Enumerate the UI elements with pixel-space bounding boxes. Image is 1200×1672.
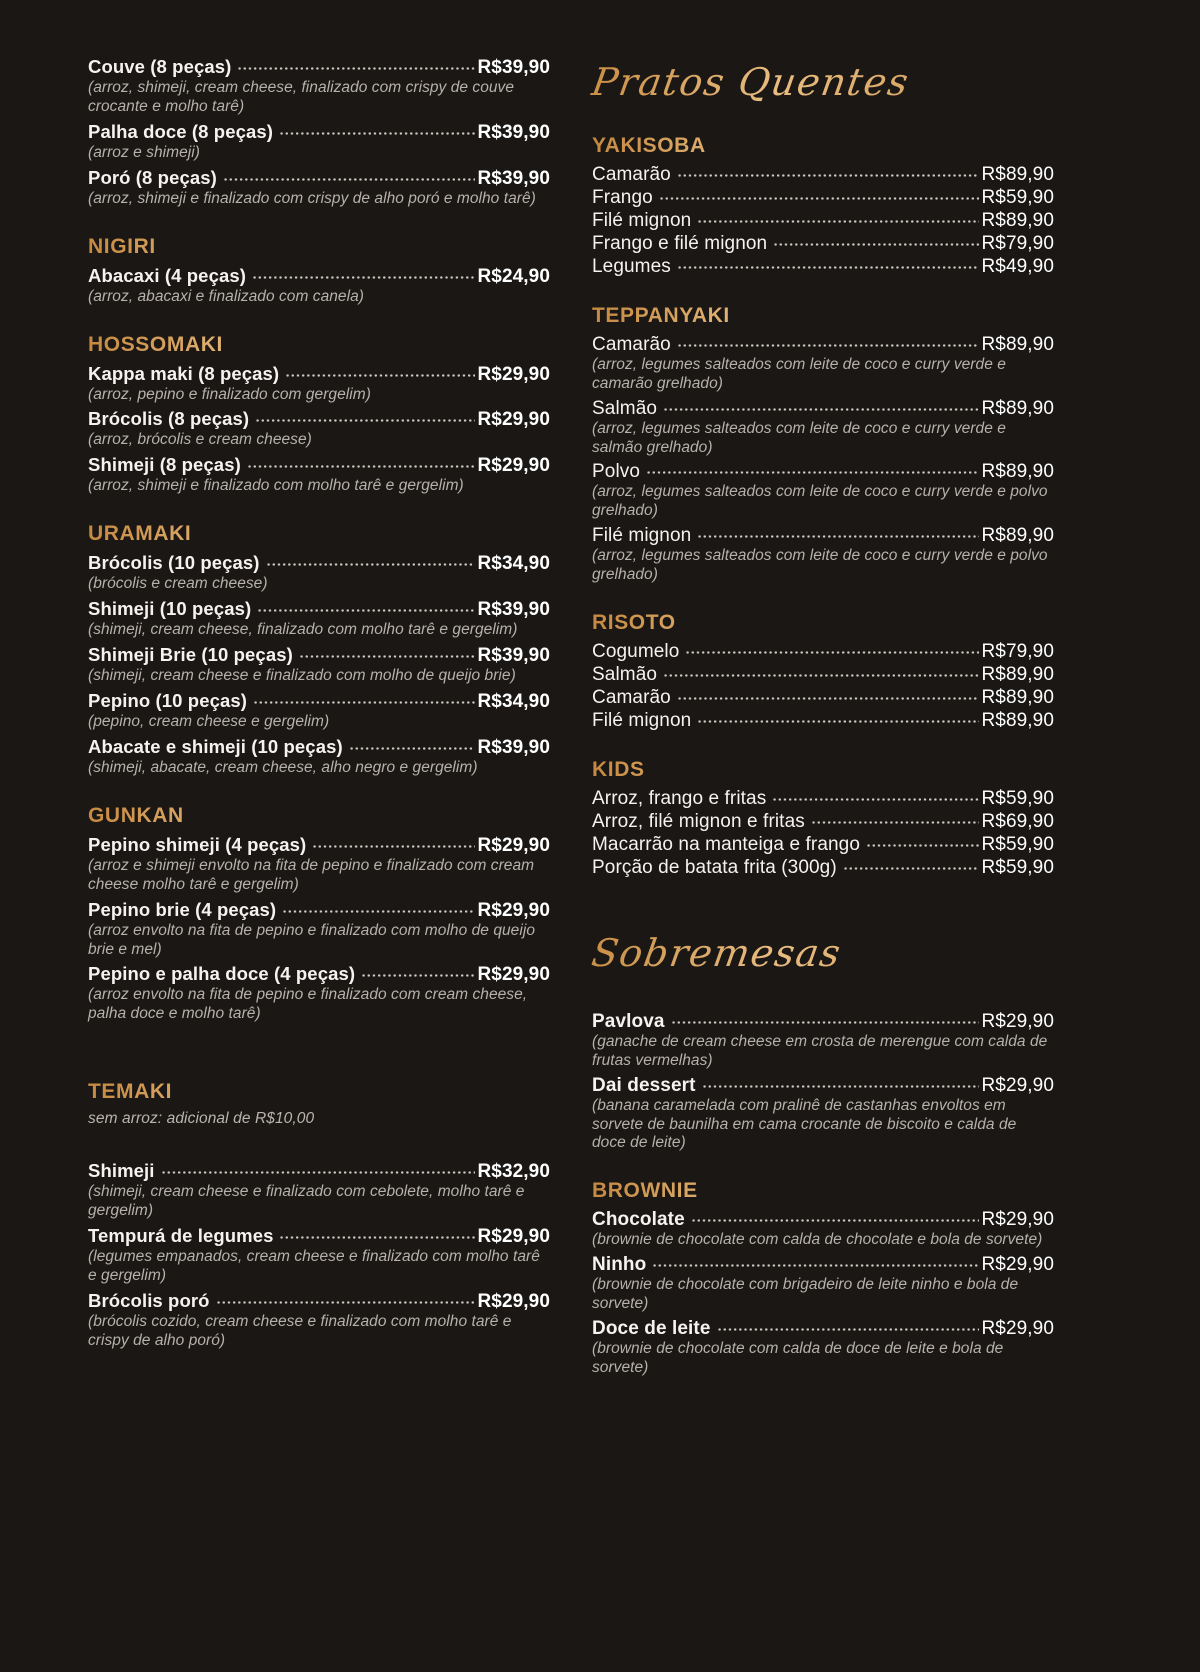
leader-dots (285, 366, 475, 380)
menu-item-price: R$59,90 (981, 186, 1054, 208)
menu-item-name: Dai dessert (592, 1074, 696, 1096)
leader-dots (299, 647, 476, 661)
leader-dots (257, 601, 475, 615)
menu-item (592, 398, 1054, 458)
menu-item (592, 710, 1054, 732)
menu-item-name: Camarão (592, 333, 671, 355)
menu-item-line (88, 834, 550, 857)
menu-item-line (592, 525, 1054, 547)
menu-item-line (592, 788, 1054, 810)
menu-item-description: (shimeji, cream cheese e finalizado com cebolete, molho tarê e gergelim) (88, 1183, 525, 1220)
menu-item (88, 690, 550, 732)
section-title: HOSSOMAKI (88, 333, 550, 357)
menu-item-price: R$29,90 (981, 1010, 1054, 1032)
menu-item-name: Frango e filé mignon (592, 232, 768, 254)
menu-item-name: Poró (8 peças) (88, 166, 217, 188)
menu-item-line (88, 899, 550, 922)
menu-item (88, 644, 550, 686)
leader-dots (652, 1256, 979, 1270)
menu-item-price: R$34,90 (477, 690, 550, 712)
leader-dots (279, 1228, 475, 1242)
menu-item-line (88, 736, 550, 759)
menu-item-price: R$89,90 (981, 397, 1054, 419)
leader-dots (247, 457, 476, 471)
menu-item-name: Abacate e shimeji (10 peças) (88, 735, 343, 757)
section-title: TEMAKI (88, 1080, 550, 1104)
menu-item-price: R$39,90 (477, 599, 550, 621)
menu-item-name: Pepino brie (4 peças) (88, 898, 277, 920)
menu-item-price: R$29,90 (477, 964, 550, 986)
menu-item-description: (brócolis e cream cheese) (88, 575, 268, 593)
menu-item-line (88, 121, 550, 144)
menu-item (88, 363, 550, 405)
menu-item-name: Legumes (592, 255, 671, 277)
section-note: sem arroz: adicional de R$10,00 (88, 1110, 315, 1128)
menu-item-line (592, 164, 1054, 186)
section-title: NIGIRI (88, 235, 550, 259)
section-nigiri (88, 235, 550, 307)
menu-item-price: R$79,90 (981, 232, 1054, 254)
leader-dots (677, 258, 980, 272)
section-temaki (88, 1080, 550, 1350)
leader-dots (252, 268, 475, 282)
menu-item-price: R$89,90 (981, 664, 1054, 686)
section-kids (592, 758, 1054, 879)
menu-item-line (88, 963, 550, 986)
section-title: RISOTO (592, 611, 1054, 635)
menu-item (592, 834, 1054, 856)
leader-dots (266, 555, 476, 569)
menu-item-line (88, 454, 550, 477)
menu-item-name: Polvo (592, 461, 641, 483)
menu-item-price: R$59,90 (981, 788, 1054, 810)
menu-item-name: Couve (8 peças) (88, 56, 232, 77)
menu-item-name: Salmão (592, 664, 658, 686)
menu-item-line (592, 398, 1054, 420)
menu-item-line (88, 1160, 550, 1183)
menu-item-line (88, 1225, 550, 1248)
menu-item-name: Tempurá de legumes (88, 1225, 274, 1247)
menu-item-description: (arroz, legumes salteados com leite de coco e curry verde e polvo grelhado) (592, 483, 1048, 520)
menu-item-line (88, 552, 550, 575)
leader-dots (843, 859, 980, 873)
menu-item-description: (arroz, brócolis e cream cheese) (88, 431, 312, 449)
menu-item-name: Brócolis (10 peças) (88, 552, 260, 574)
section-title: GUNKAN (88, 804, 550, 828)
menu-item-line (88, 644, 550, 667)
section-brownie (592, 1179, 1054, 1378)
menu-item-price: R$49,90 (981, 255, 1054, 277)
menu-item (592, 233, 1054, 255)
leader-dots (811, 813, 980, 827)
menu-item (88, 121, 550, 163)
menu-item-line (592, 1318, 1054, 1340)
menu-item-name: Frango (592, 186, 653, 208)
menu-item-line (592, 1254, 1054, 1276)
menu-item-line (592, 1075, 1054, 1097)
menu-item-description: (arroz, legumes salteados com leite de coco e curry verde e salmão grelhado) (592, 419, 1006, 456)
menu-item (592, 256, 1054, 278)
menu-item (88, 899, 550, 960)
menu-item (88, 167, 550, 209)
leader-dots (702, 1077, 980, 1091)
leader-dots (677, 166, 980, 180)
leader-dots (866, 836, 979, 850)
menu-item-price: R$39,90 (477, 645, 550, 667)
menu-item-price: R$29,90 (477, 363, 550, 385)
leader-dots (697, 712, 979, 726)
menu-item-line (592, 461, 1054, 483)
menu-item (592, 1318, 1054, 1378)
menu-item-description: (arroz, shimeji e finalizado com crispy de alho poró e molho tarê) (88, 189, 536, 207)
section-title: YAKISOBA (592, 134, 1054, 158)
menu-item (88, 408, 550, 450)
menu-item-name: Pepino shimeji (4 peças) (88, 833, 307, 855)
right-column (588, 56, 1054, 1382)
spacer (88, 1028, 550, 1054)
menu-item-price: R$89,90 (981, 163, 1054, 185)
menu-item-line (592, 187, 1054, 209)
menu-item-description: (banana caramelada com pralinê de castanhas envoltos em sorvete de baunilha em cama crocante de biscoito e calda de doce de leite) (592, 1096, 1017, 1152)
leader-dots (677, 689, 980, 703)
menu-item-description: (arroz, shimeji, cream cheese, finalizado com crispy de couve crocante e molho tarê) (88, 79, 515, 115)
menu-item-price: R$29,90 (477, 899, 550, 921)
menu-item-price: R$39,90 (477, 121, 550, 143)
menu-item (592, 788, 1054, 810)
menu-item (592, 1209, 1054, 1250)
menu-item (88, 56, 550, 117)
menu-item-price: R$39,90 (477, 57, 550, 78)
leader-dots (161, 1163, 476, 1177)
menu-item (592, 164, 1054, 186)
menu-item-price: R$29,90 (477, 409, 550, 431)
menu-item-line (88, 56, 550, 79)
menu-item-price: R$59,90 (981, 857, 1054, 879)
menu-item-name: Pepino e palha doce (4 peças) (88, 963, 356, 985)
menu-item (592, 857, 1054, 879)
leader-dots (663, 400, 979, 414)
menu-item (592, 664, 1054, 686)
menu-item-description: (arroz, abacaxi e finalizado com canela) (88, 287, 364, 305)
section-title: TEPPANYAKI (592, 304, 1054, 328)
menu-item-name: Cogumelo (592, 641, 680, 663)
leader-dots (691, 1211, 980, 1225)
menu-item-name: Kappa maki (8 peças) (88, 362, 280, 384)
menu-item-description: (brócolis cozido, cream cheese e finalizado com molho tarê e crispy de alho poró) (88, 1312, 512, 1349)
section-risoto (592, 611, 1054, 732)
menu-item-price: R$79,90 (981, 641, 1054, 663)
leader-dots (312, 837, 475, 851)
leader-dots (663, 666, 979, 680)
menu-item-name: Brócolis poró (88, 1289, 210, 1311)
menu-item-price: R$89,90 (981, 209, 1054, 231)
menu-item-name: Pavlova (592, 1010, 665, 1032)
menu-item-line (88, 363, 550, 386)
menu-item-name: Salmão (592, 397, 658, 419)
menu-item-price: R$89,90 (981, 525, 1054, 547)
menu-item-description: (arroz, legumes salteados com leite de coco e curry verde e camarão grelhado) (592, 355, 1006, 392)
menu-item-line (88, 1290, 550, 1313)
leader-dots (773, 235, 979, 249)
menu-item-price: R$29,90 (477, 1226, 550, 1248)
menu-item-price: R$29,90 (981, 1209, 1054, 1231)
menu-item (88, 963, 550, 1024)
menu-item (88, 454, 550, 496)
menu-item-price: R$24,90 (477, 265, 550, 287)
menu-item-name: Brócolis (8 peças) (88, 408, 250, 430)
menu-item-line (592, 1011, 1054, 1033)
menu-item-description: (shimeji, cream cheese, finalizado com molho tarê e gergelim) (88, 621, 518, 639)
menu-item-price: R$34,90 (477, 553, 550, 575)
leader-dots (697, 527, 979, 541)
menu-item-line (592, 710, 1054, 732)
menu-item-description: (arroz e shimeji envolto na fita de pepino e finalizado com cream cheese molho tarê e gergelim) (88, 856, 535, 893)
section-title: BROWNIE (592, 1179, 1054, 1203)
menu-item-name: Macarrão na manteiga e frango (592, 834, 860, 856)
menu-item-line (88, 408, 550, 431)
menu-item-description: (arroz, shimeji e finalizado com molho tarê e gergelim) (88, 477, 464, 495)
menu-item-price: R$89,90 (981, 461, 1054, 483)
menu-item (592, 334, 1054, 394)
menu-item-price: R$29,90 (981, 1318, 1054, 1340)
menu-item (88, 552, 550, 594)
menu-item-name: Shimeji (10 peças) (88, 598, 252, 620)
menu-item-line (592, 233, 1054, 255)
menu-item-line (592, 811, 1054, 833)
menu-item (592, 641, 1054, 663)
menu-item-name: Pepino (10 peças) (88, 689, 248, 711)
menu-item-price: R$69,90 (981, 811, 1054, 833)
menu-item (88, 265, 550, 307)
menu-item-description: (arroz envolto na fita de pepino e finalizado com cream cheese, palha doce e molho tarê) (88, 986, 528, 1023)
menu-item-name: Shimeji (8 peças) (88, 454, 241, 476)
leader-dots (685, 643, 979, 657)
menu-item-name: Ninho (592, 1254, 647, 1276)
menu-item-line (88, 690, 550, 713)
menu-item (592, 687, 1054, 709)
leader-dots (671, 1013, 980, 1027)
menu-item-name: Filé mignon (592, 209, 692, 231)
menu-item-price: R$29,90 (477, 455, 550, 477)
leader-dots (659, 189, 980, 203)
menu-item-name: Shimeji Brie (10 peças) (88, 644, 293, 666)
menu-item-description: (arroz e shimeji) (88, 143, 200, 161)
menu-item (88, 1225, 550, 1286)
left-column (88, 56, 550, 1355)
menu-item-name: Chocolate (592, 1209, 685, 1231)
pratos-quentes-title: Pratos Quentes (589, 62, 1058, 104)
menu-item (88, 834, 550, 895)
leader-dots (772, 790, 979, 804)
section-title: KIDS (592, 758, 1054, 782)
leader-dots (255, 411, 475, 425)
menu-item-description: (arroz, pepino e finalizado com gergelim) (88, 385, 371, 403)
menu-columns (88, 56, 1122, 1632)
menu-item-line (592, 641, 1054, 663)
menu-item-line (592, 857, 1054, 879)
menu-item-description: (ganache de cream cheese em crosta de merengue com calda de frutas vermelhas) (592, 1032, 1048, 1069)
menu-item-name: Filé mignon (592, 710, 692, 732)
menu-item-description: (legumes empanados, cream cheese e finalizado com molho tarê e gergelim) (88, 1248, 540, 1284)
menu-item-line (592, 687, 1054, 709)
leader-dots (361, 966, 475, 980)
menu-item-price: R$89,90 (981, 333, 1054, 355)
menu-item (592, 811, 1054, 833)
menu-item-description: (arroz, legumes salteados com leite de coco e curry verde e polvo grelhado) (592, 547, 1048, 584)
menu-item (592, 1075, 1054, 1154)
menu-item-line (88, 598, 550, 621)
desserts-group (592, 1011, 1054, 1154)
menu-item-price: R$29,90 (981, 1254, 1054, 1276)
menu-item-description: (shimeji, cream cheese e finalizado com molho de queijo brie) (88, 667, 516, 685)
section-title: URAMAKI (88, 522, 550, 546)
menu-item-description: (brownie de chocolate com calda de chocolate e bola de sorvete) (592, 1231, 1043, 1249)
menu-item (592, 210, 1054, 232)
menu-item-description: (arroz envolto na fita de pepino e finalizado com molho de queijo brie e mel) (88, 921, 535, 958)
menu-item-price: R$89,90 (981, 687, 1054, 709)
sobremesas-title: Sobremesas (589, 933, 1058, 975)
leader-dots (282, 902, 475, 916)
menu-item-price: R$32,90 (477, 1161, 550, 1183)
section-uramaki (88, 522, 550, 778)
leader-dots (253, 693, 475, 707)
menu-item-line (592, 664, 1054, 686)
leader-dots (237, 59, 475, 73)
menu-item-description: (pepino, cream cheese e gergelim) (88, 712, 330, 730)
spacer (88, 1146, 550, 1160)
menu-item (88, 736, 550, 778)
menu-item-line (88, 265, 550, 288)
leader-dots (697, 212, 979, 226)
menu-item-price: R$89,90 (981, 710, 1054, 732)
menu-item-name: Palha doce (8 peças) (88, 120, 274, 142)
menu-item (88, 1160, 550, 1221)
menu-item-price: R$39,90 (477, 167, 550, 189)
menu-item-name: Porção de batata frita (300g) (592, 857, 837, 879)
section-hossomaki (88, 333, 550, 497)
menu-item-line (592, 334, 1054, 356)
leader-dots (279, 124, 475, 138)
menu-item (592, 461, 1054, 521)
menu-item-name: Doce de leite (592, 1318, 711, 1340)
menu-item-name: Shimeji (88, 1160, 155, 1182)
leader-dots (349, 739, 476, 753)
menu-item (88, 598, 550, 640)
menu-item-price: R$29,90 (477, 834, 550, 856)
menu-item-name: Camarão (592, 163, 671, 185)
menu-item-name: Abacaxi (4 peças) (88, 264, 247, 286)
menu-item-description: (brownie de chocolate com calda de doce de leite e bola de sorvete) (592, 1340, 1004, 1376)
menu-item-price: R$39,90 (477, 736, 550, 758)
menu-item-description: (brownie de chocolate com brigadeiro de leite ninho e bola de sorvete) (592, 1276, 1019, 1313)
menu-item-line (592, 834, 1054, 856)
menu-item-price: R$29,90 (981, 1074, 1054, 1096)
menu-item-line (592, 210, 1054, 232)
menu-item (592, 1011, 1054, 1071)
menu-item-name: Arroz, filé mignon e fritas (592, 811, 805, 833)
section-teppanyaki (592, 304, 1054, 585)
intro-items-group (88, 56, 550, 209)
section-yakisoba (592, 134, 1054, 278)
menu-item (592, 187, 1054, 209)
leader-dots (216, 1293, 476, 1307)
menu-item-price: R$59,90 (981, 834, 1054, 856)
menu-item-name: Camarão (592, 687, 671, 709)
menu-item (88, 1290, 550, 1351)
menu-item-description: (shimeji, abacate, cream cheese, alho negro e gergelim) (88, 758, 478, 776)
menu-item-name: Arroz, frango e fritas (592, 788, 767, 810)
section-gunkan (88, 804, 550, 1024)
menu-item-line (592, 256, 1054, 278)
leader-dots (677, 336, 980, 350)
menu-item-name: Filé mignon (592, 525, 692, 547)
menu-item (592, 1254, 1054, 1314)
leader-dots (223, 170, 476, 184)
menu-item (592, 525, 1054, 585)
menu-item-line (592, 1209, 1054, 1231)
leader-dots (646, 463, 979, 477)
menu-item-line (88, 167, 550, 190)
leader-dots (717, 1320, 980, 1334)
menu-item-price: R$29,90 (477, 1290, 550, 1312)
